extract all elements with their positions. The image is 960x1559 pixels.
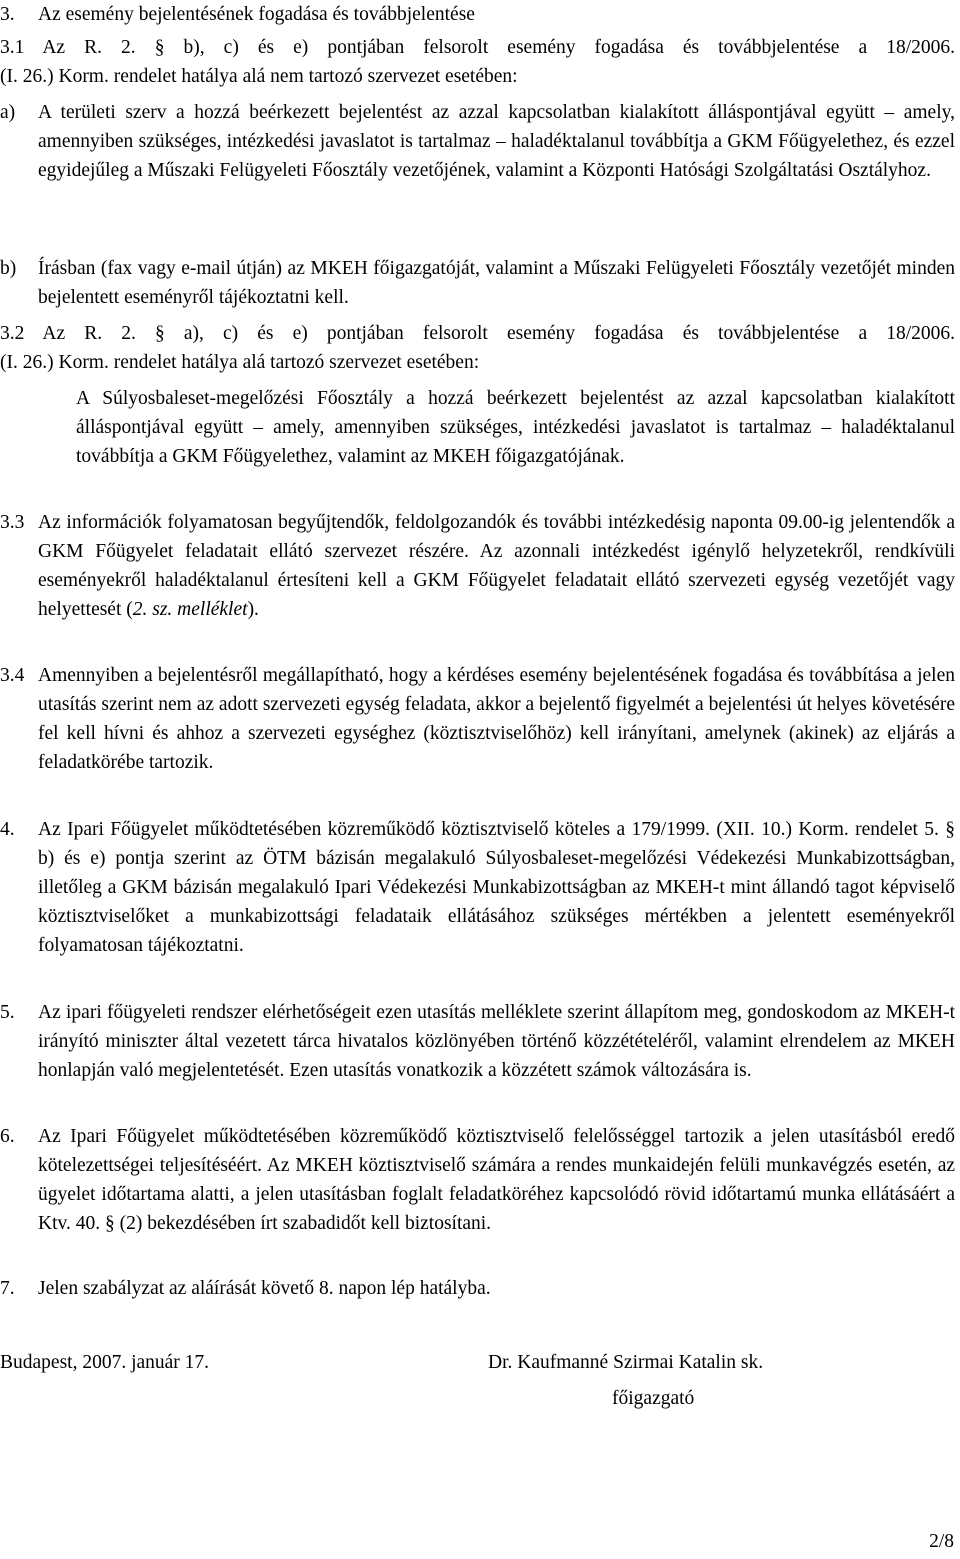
text-part: ). xyxy=(247,599,259,620)
text-part: Az információk folyamatosan begyűjtendők, feldolgozandók és további intézkedésig naponta 09.00-ig jelentendők a GKM Főügyelet feladatait ellátó szervezet részére. Az azonnali intézkedést igénylő helyzetekről, rendkívüli eseményekről haladéktalanul értesíteni kell a GKM Főügyelet feladatait ellátó szervezeti egység vezetőjét vagy helyettesét ( xyxy=(38,512,955,620)
section-number: 3.4 xyxy=(0,665,25,686)
section-title: Az esemény bejelentésének fogadása és továbbjelentése xyxy=(38,4,475,25)
section-3-1-a xyxy=(0,98,955,185)
item-label: a) xyxy=(0,102,16,123)
section-4 xyxy=(0,815,955,960)
section-text: Amennyiben a bejelentésről megállapítható, hogy a kérdéses esemény bejelentésének fogadása és továbbítása a jelen utasítás szerint nem az adott szervezeti egység feladata, akkor a bejelentő figyelmét a bejelentési út helyes követésére fel kell hívni és ahhoz a szervezeti egységhez (köztisztviselőhöz) kell irányítani, amelynek (akinek) az eljárás a feladatkörébe tartozik. xyxy=(38,665,955,773)
section-7 xyxy=(0,1274,955,1303)
signatory-name: Dr. Kaufmanné Szirmai Katalin sk. xyxy=(488,1352,764,1373)
section-3-4 xyxy=(0,661,955,777)
section-3-1-line2: (I. 26.) Korm. rendelet hatálya alá nem tartozó szervezet esetében: xyxy=(0,66,518,87)
section-text: Az ipari főügyeleti rendszer elérhetőségeit ezen utasítás melléklete szerint állapítom meg, gondoskodom az MKEH-t irányító miniszter által vezetett tárca hivatalos közlönyében történő közzétételéről, valamint elrendelem az MKEH honlapján való megjelentetését. Ezen utasítás vonatkozik a közzétett számok változására is. xyxy=(38,1002,955,1081)
signatory-title: főigazgató xyxy=(612,1388,695,1409)
section-3-1-b xyxy=(0,254,955,312)
section-3-1-line1: 3.1 Az R. 2. § b), c) és e) pontjában felsorolt esemény fogadása és továbbjelentése a 18/2006. xyxy=(0,37,955,58)
section-3-1 xyxy=(0,33,955,91)
section-6 xyxy=(0,1122,955,1238)
section-number: 3.3 xyxy=(0,512,25,533)
section-number: 3. xyxy=(0,4,15,25)
section-3-2 xyxy=(0,319,955,377)
place-date: Budapest, 2007. január 17. xyxy=(0,1352,210,1373)
item-label: b) xyxy=(0,258,17,279)
section-number: 5. xyxy=(0,1002,15,1023)
section-3-2-body xyxy=(0,384,955,471)
section-text: Az Ipari Főügyelet működtetésében közreműködő köztisztviselő felelősséggel tartozik a jelen utasításból eredő kötelezettségei teljesítéséért. Az MKEH köztisztviselő számára a rendes munkaidején felüli munkavégzés esetén, az ügyelet időtartama alatti, a jelen utasításban foglalt feladatköréhez kapcsolódó rövid időtartamú munka ellátásáért a Ktv. 40. § (2) bekezdésében írt szabadidőt kell biztosítani. xyxy=(38,1126,955,1234)
annex-reference: 2. sz. melléklet xyxy=(132,599,248,620)
section-number: 7. xyxy=(0,1278,15,1299)
item-text: Írásban (fax vagy e-mail útján) az MKEH főigazgatóját, valamint a Műszaki Felügyeleti Főosztály vezetőjét minden bejelentett eseményről tájékoztatni kell. xyxy=(38,258,955,308)
page-number: 2/8 xyxy=(929,1531,954,1552)
section-number: 6. xyxy=(0,1126,15,1147)
item-text: A területi szerv a hozzá beérkezett bejelentést az azzal kapcsolatban kialakított álláspontjával együtt – amely, amennyiben szükséges, intézkedési javaslatot is tartalmaz – haladéktalanul továbbítja a GKM Főügyelethez, és ezzel egyidejűleg a Műszaki Felügyeleti Főosztály vezetőjének, valamint a Központi Hatósági Szolgáltatási Osztályhoz. xyxy=(38,102,955,181)
section-3-heading xyxy=(0,0,955,29)
section-3-2-line2: (I. 26.) Korm. rendelet hatálya alá tartozó szervezet esetében: xyxy=(0,352,480,373)
section-text: Jelen szabályzat az aláírását követő 8. napon lép hatályba. xyxy=(38,1278,491,1299)
section-text xyxy=(38,508,955,624)
section-3-3 xyxy=(0,508,955,624)
section-text: Az Ipari Főügyelet működtetésében közreműködő köztisztviselő köteles a 179/1999. (XII. 10.) Korm. rendelet 5. § b) és e) pontja szerint az ÖTM bázisán megalakuló Súlyosbaleset-megelőzési Védekezési Munkabizottságban, illetőleg a GKM bázisán megalakuló Ipari Védekezési Munkabizottságban az MKEH-t mint állandó tagot képviselő köztisztviselőket a munkabizottsági feladataik ellátásához szükséges mértékben a jelentett eseményekről folyamatosan tájékoztatni. xyxy=(38,819,955,956)
section-number: 4. xyxy=(0,819,15,840)
section-5 xyxy=(0,998,955,1085)
section-3-2-text: A Súlyosbaleset-megelőzési Főosztály a hozzá beérkezett bejelentést az azzal kapcsolatban kialakított álláspontjával együtt – amely, amennyiben szükséges, intézkedési javaslatot is tartalmaz – haladéktalanul továbbítja a GKM Főügyelethez, valamint az MKEH főigazgatójának. xyxy=(76,388,955,467)
section-3-2-line1: 3.2 Az R. 2. § a), c) és e) pontjában felsorolt esemény fogadása és továbbjelentése a 18/2006. xyxy=(0,323,955,344)
